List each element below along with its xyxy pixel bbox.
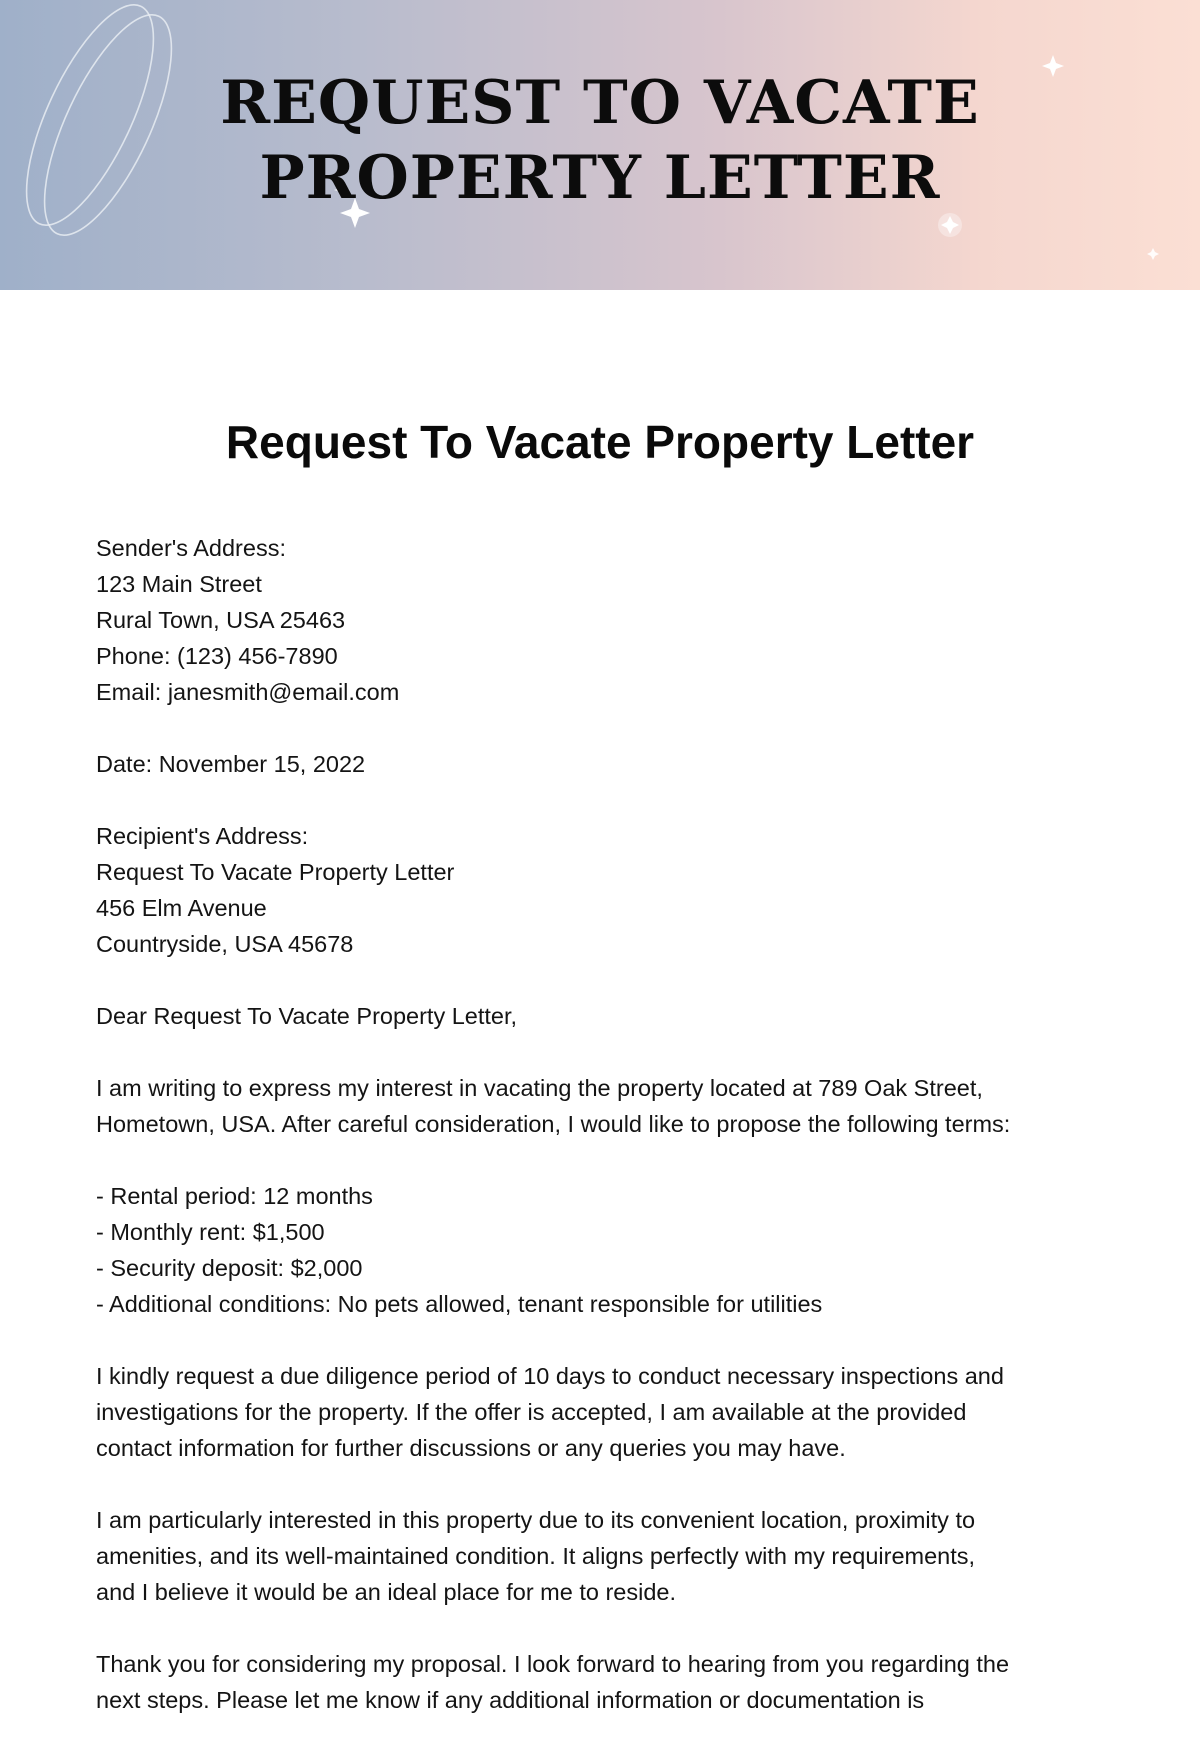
paragraph-line: I am particularly interested in this property due to its convenient location, proximity to	[96, 1507, 976, 1533]
intro-paragraph	[96, 1070, 1116, 1142]
recipient-name: Request To Vacate Property Letter	[96, 859, 455, 885]
sender-email: Email: janesmith@email.com	[96, 679, 400, 705]
paragraph-line: I am writing to express my interest in vacating the property located at 789 Oak Street,	[96, 1075, 983, 1101]
banner-title-line-2: PROPERTY LETTER	[259, 143, 941, 213]
term-item: - Additional conditions: No pets allowed, tenant responsible for utilities	[96, 1291, 823, 1317]
sender-city: Rural Town, USA 25463	[96, 607, 346, 633]
date-block	[96, 746, 1116, 782]
sparkle-icon	[1147, 248, 1159, 260]
recipient-city: Countryside, USA 45678	[96, 931, 354, 957]
closing-paragraph	[96, 1646, 1116, 1718]
diligence-paragraph	[96, 1358, 1116, 1466]
document-title: Request To Vacate Property Letter	[225, 416, 975, 468]
term-item: - Monthly rent: $1,500	[96, 1219, 325, 1245]
sender-street: 123 Main Street	[96, 571, 262, 597]
interest-paragraph	[96, 1502, 1116, 1610]
paragraph-line: Hometown, USA. After careful consideration, I would like to propose the following terms:	[96, 1111, 1011, 1137]
paragraph-line: amenities, and its well-maintained condition. It aligns perfectly with my requirements,	[96, 1543, 976, 1569]
term-item: - Rental period: 12 months	[96, 1183, 373, 1209]
salutation: Dear Request To Vacate Property Letter,	[96, 1003, 518, 1029]
salutation-block	[96, 998, 1116, 1034]
letter-body	[96, 530, 1116, 1754]
recipient-street: 456 Elm Avenue	[96, 895, 267, 921]
letter-date: Date: November 15, 2022	[96, 751, 366, 777]
recipient-address-block	[96, 818, 1116, 962]
paragraph-line: next steps. Please let me know if any additional information or documentation is	[96, 1687, 925, 1713]
sender-label: Sender's Address:	[96, 535, 286, 561]
terms-list	[96, 1178, 1116, 1322]
banner-title	[0, 66, 1200, 216]
sender-address-block	[96, 530, 1116, 710]
term-item: - Security deposit: $2,000	[96, 1255, 363, 1281]
banner-title-line-1: REQUEST TO VACATE	[220, 68, 980, 138]
paragraph-line: and I believe it would be an ideal place for me to reside.	[96, 1579, 677, 1605]
header-banner	[0, 0, 1200, 290]
sender-phone: Phone: (123) 456-7890	[96, 643, 338, 669]
recipient-label: Recipient's Address:	[96, 823, 309, 849]
paragraph-line: Thank you for considering my proposal. I look forward to hearing from you regarding the	[96, 1651, 1010, 1677]
paragraph-line: I kindly request a due diligence period of 10 days to conduct necessary inspections and	[96, 1363, 1004, 1389]
paragraph-line: contact information for further discussions or any queries you may have.	[96, 1435, 846, 1461]
paragraph-line: investigations for the property. If the offer is accepted, I am available at the provided	[96, 1399, 967, 1425]
